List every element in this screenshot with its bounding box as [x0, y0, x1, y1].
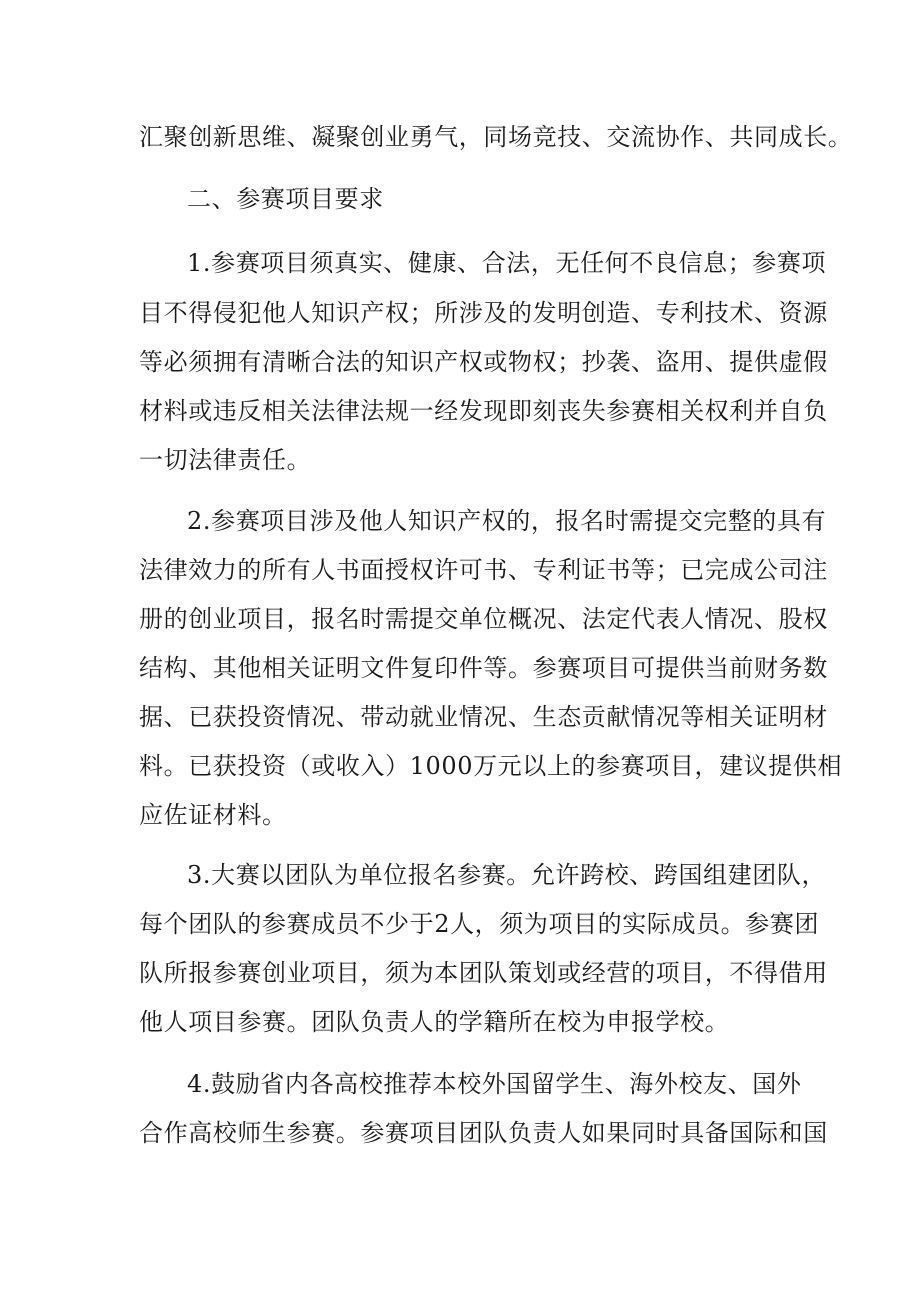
paragraph-2-line-5: 据、已获投资情况、带动就业情况、生态贡献情况等相关证明材	[139, 703, 828, 731]
paragraph-1-line-4: 材料或违反相关法律法规一经发现即刻丧失参赛相关权利并自负	[139, 397, 828, 425]
paragraph-3-line-2: 每个团队的参赛成员不少于2人，须为项目的实际成员。参赛团	[139, 910, 820, 938]
paragraph-2-line-2: 法律效力的所有人书面授权许可书、专利证书等；已完成公司注	[139, 556, 828, 584]
paragraph-0-line-1: 汇聚创新思维、凝聚创业勇气，同场竞技、交流协作、共同成长。	[139, 123, 853, 151]
paragraph-2-line-3: 册的创业项目，报名时需提交单位概况、法定代表人情况、股权	[139, 605, 828, 633]
paragraph-4-line-1: 4.鼓励省内各高校推荐本校外国留学生、海外校友、国外	[187, 1070, 802, 1098]
paragraph-1-line-1: 1.参赛项目须真实、健康、合法，无任何不良信息；参赛项	[187, 249, 827, 277]
paragraph-3-line-3: 队所报参赛创业项目，须为本团队策划或经营的项目，不得借用	[139, 959, 828, 987]
paragraph-2-line-1: 2.参赛项目涉及他人知识产权的，报名时需提交完整的具有	[187, 507, 827, 535]
paragraph-2-line-6: 料。已获投资（或收入）1000万元以上的参赛项目，建议提供相	[139, 752, 843, 780]
paragraph-2-line-7: 应佐证材料。	[139, 801, 287, 829]
section-heading: 二、参赛项目要求	[187, 185, 384, 213]
paragraph-1-line-2: 目不得侵犯他人知识产权；所涉及的发明创造、专利技术、资源	[139, 299, 828, 327]
paragraph-1-line-3: 等必须拥有清晰合法的知识产权或物权；抄袭、盗用、提供虚假	[139, 348, 828, 376]
paragraph-3-line-1: 3.大赛以团队为单位报名参赛。允许跨校、跨国组建团队，	[187, 861, 827, 889]
paragraph-2-line-4: 结构、其他相关证明文件复印件等。参赛项目可提供当前财务数	[139, 654, 828, 682]
paragraph-4-line-2: 合作高校师生参赛。参赛项目团队负责人如果同时具备国际和国	[139, 1119, 828, 1147]
paragraph-3-line-4: 他人项目参赛。团队负责人的学籍所在校为申报学校。	[139, 1008, 730, 1036]
paragraph-1-line-5: 一切法律责任。	[139, 446, 312, 474]
